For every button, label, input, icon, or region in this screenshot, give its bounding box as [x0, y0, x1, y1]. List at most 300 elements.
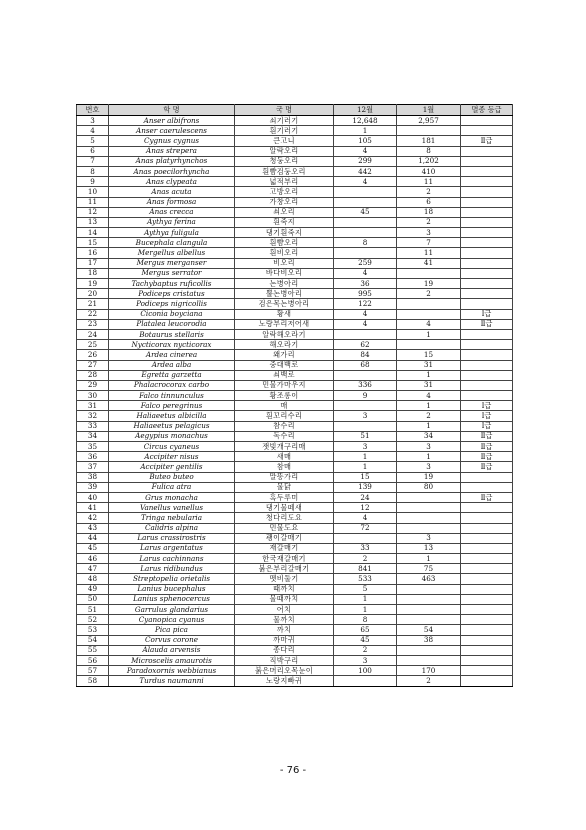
cell-december: 45	[334, 635, 397, 645]
cell-no: 47	[77, 564, 109, 574]
cell-december: 3	[334, 411, 397, 421]
cell-korean-name: 뿔논병아리	[235, 289, 334, 299]
cell-grade: Ⅱ급	[461, 431, 513, 441]
cell-korean-name: 청다리도요	[235, 513, 334, 523]
cell-january: 13	[397, 543, 461, 553]
table-row	[77, 329, 513, 339]
cell-no: 13	[77, 217, 109, 227]
cell-scientific-name: Circus cyaneus	[109, 442, 235, 452]
cell-january	[397, 645, 461, 655]
cell-korean-name: 붉은부리갈매기	[235, 564, 334, 574]
cell-grade	[461, 268, 513, 278]
cell-no: 37	[77, 462, 109, 472]
cell-scientific-name: Anas acuta	[109, 187, 235, 197]
page-number: - 76 -	[279, 765, 307, 776]
cell-scientific-name: Egretta garzetta	[109, 370, 235, 380]
cell-grade	[461, 615, 513, 625]
cell-scientific-name: Vanellus vanellus	[109, 503, 235, 513]
cell-scientific-name: Anas formosa	[109, 197, 235, 207]
cell-grade	[461, 503, 513, 513]
table-row	[77, 543, 513, 553]
cell-january	[397, 594, 461, 604]
cell-korean-name: 고방오리	[235, 187, 334, 197]
cell-grade	[461, 666, 513, 676]
cell-january: 1	[397, 329, 461, 339]
cell-scientific-name: Anser albifrons	[109, 116, 235, 126]
cell-january: 1	[397, 421, 461, 431]
cell-korean-name: 말똥가리	[235, 472, 334, 482]
table-row	[77, 207, 513, 217]
cell-january: 34	[397, 431, 461, 441]
cell-korean-name: 비오리	[235, 258, 334, 268]
cell-scientific-name: Alauda arvensis	[109, 645, 235, 655]
cell-no: 55	[77, 645, 109, 655]
cell-scientific-name: Aythya ferina	[109, 217, 235, 227]
cell-january: 1	[397, 401, 461, 411]
cell-january: 4	[397, 319, 461, 329]
cell-scientific-name: Mergus merganser	[109, 258, 235, 268]
cell-korean-name: 민물도요	[235, 523, 334, 533]
cell-january: 38	[397, 635, 461, 645]
cell-grade	[461, 156, 513, 166]
cell-no: 4	[77, 126, 109, 136]
cell-december: 122	[334, 299, 397, 309]
cell-korean-name: 넓적부리	[235, 177, 334, 187]
cell-december: 24	[334, 492, 397, 502]
table-row	[77, 319, 513, 329]
cell-grade	[461, 391, 513, 401]
cell-no: 23	[77, 319, 109, 329]
cell-scientific-name: Larus cachinnans	[109, 554, 235, 564]
cell-korean-name: 한국재갈매기	[235, 554, 334, 564]
cell-grade: Ⅰ급	[461, 401, 513, 411]
table-row	[77, 187, 513, 197]
cell-no: 41	[77, 503, 109, 513]
cell-december: 105	[334, 136, 397, 146]
cell-no: 6	[77, 146, 109, 156]
cell-december: 8	[334, 238, 397, 248]
cell-december: 33	[334, 543, 397, 553]
cell-december: 100	[334, 666, 397, 676]
cell-january: 19	[397, 279, 461, 289]
table-row	[77, 605, 513, 615]
cell-korean-name: 쇠백로	[235, 370, 334, 380]
table-row	[77, 391, 513, 401]
cell-grade	[461, 564, 513, 574]
cell-no: 58	[77, 676, 109, 686]
cell-scientific-name: Lanius sphenocercus	[109, 594, 235, 604]
table-body	[77, 116, 513, 687]
cell-no: 15	[77, 238, 109, 248]
cell-scientific-name: Larus ridibundus	[109, 564, 235, 574]
cell-january	[397, 268, 461, 278]
cell-no: 28	[77, 370, 109, 380]
cell-scientific-name: Haliaeetus pelagicus	[109, 421, 235, 431]
cell-grade	[461, 187, 513, 197]
cell-grade	[461, 594, 513, 604]
cell-january: 11	[397, 248, 461, 258]
cell-korean-name: 참수리	[235, 421, 334, 431]
table-row	[77, 564, 513, 574]
cell-grade: Ⅱ급	[461, 136, 513, 146]
table-row	[77, 309, 513, 319]
cell-korean-name: 때까치	[235, 584, 334, 594]
cell-december: 1	[334, 452, 397, 462]
cell-january	[397, 340, 461, 350]
table-row	[77, 615, 513, 625]
cell-no: 32	[77, 411, 109, 421]
cell-korean-name: 황조롱이	[235, 391, 334, 401]
cell-january: 3	[397, 462, 461, 472]
table-row	[77, 655, 513, 665]
cell-january	[397, 584, 461, 594]
cell-no: 56	[77, 655, 109, 665]
cell-grade	[461, 513, 513, 523]
cell-grade	[461, 574, 513, 584]
table-row	[77, 492, 513, 502]
cell-december: 8	[334, 615, 397, 625]
cell-january: 2,957	[397, 116, 461, 126]
cell-korean-name: 물까치	[235, 615, 334, 625]
cell-grade	[461, 207, 513, 217]
table-row	[77, 340, 513, 350]
table-row	[77, 299, 513, 309]
cell-scientific-name: Anser caerulescens	[109, 126, 235, 136]
table-row	[77, 350, 513, 360]
table-row	[77, 411, 513, 421]
cell-january	[397, 126, 461, 136]
table-row	[77, 279, 513, 289]
cell-no: 51	[77, 605, 109, 615]
cell-korean-name: 댕기흰죽지	[235, 228, 334, 238]
cell-december	[334, 217, 397, 227]
cell-december	[334, 370, 397, 380]
cell-no: 16	[77, 248, 109, 258]
cell-no: 49	[77, 584, 109, 594]
table-row	[77, 462, 513, 472]
cell-scientific-name: Cyanopica cyanus	[109, 615, 235, 625]
cell-no: 33	[77, 421, 109, 431]
table-row	[77, 482, 513, 492]
cell-no: 43	[77, 523, 109, 533]
table-row	[77, 442, 513, 452]
cell-no: 22	[77, 309, 109, 319]
cell-grade: Ⅱ급	[461, 452, 513, 462]
cell-december	[334, 329, 397, 339]
header-row	[77, 105, 513, 116]
cell-no: 44	[77, 533, 109, 543]
cell-korean-name: 독수리	[235, 431, 334, 441]
cell-no: 5	[77, 136, 109, 146]
cell-korean-name: 붉은머리오목눈이	[235, 666, 334, 676]
cell-scientific-name: Anas strepera	[109, 146, 235, 156]
cell-korean-name: 멧비둘기	[235, 574, 334, 584]
cell-korean-name: 중대백로	[235, 360, 334, 370]
cell-scientific-name: Ardea alba	[109, 360, 235, 370]
cell-january: 6	[397, 197, 461, 207]
cell-december: 995	[334, 289, 397, 299]
table-row	[77, 166, 513, 176]
cell-no: 45	[77, 543, 109, 553]
cell-no: 25	[77, 340, 109, 350]
cell-no: 27	[77, 360, 109, 370]
cell-january: 4	[397, 391, 461, 401]
cell-december: 84	[334, 350, 397, 360]
cell-no: 11	[77, 197, 109, 207]
cell-december: 9	[334, 391, 397, 401]
cell-grade	[461, 605, 513, 615]
cell-scientific-name: Streptopelia orietalis	[109, 574, 235, 584]
cell-december: 1	[334, 126, 397, 136]
cell-korean-name: 매	[235, 401, 334, 411]
cell-january	[397, 299, 461, 309]
cell-no: 29	[77, 380, 109, 390]
cell-january: 11	[397, 177, 461, 187]
cell-scientific-name: Fulica atra	[109, 482, 235, 492]
header-endangered-grade: 멸종 등급	[461, 105, 513, 116]
cell-grade	[461, 472, 513, 482]
cell-january: 19	[397, 472, 461, 482]
cell-grade	[461, 523, 513, 533]
table-row	[77, 676, 513, 686]
cell-scientific-name: Phalacrocorax carbo	[109, 380, 235, 390]
species-table	[76, 104, 513, 687]
cell-scientific-name: Grus monacha	[109, 492, 235, 502]
cell-january: 1,202	[397, 156, 461, 166]
cell-grade	[461, 299, 513, 309]
cell-december: 4	[334, 177, 397, 187]
cell-december: 12	[334, 503, 397, 513]
table-row	[77, 666, 513, 676]
cell-korean-name: 황새	[235, 309, 334, 319]
cell-grade	[461, 258, 513, 268]
cell-december: 1	[334, 605, 397, 615]
cell-korean-name: 참매	[235, 462, 334, 472]
table-row	[77, 289, 513, 299]
cell-december: 299	[334, 156, 397, 166]
table-row	[77, 431, 513, 441]
table-row	[77, 554, 513, 564]
cell-scientific-name: Mergellus albellus	[109, 248, 235, 258]
cell-no: 52	[77, 615, 109, 625]
cell-scientific-name: Platalea leucorodia	[109, 319, 235, 329]
cell-no: 35	[77, 442, 109, 452]
cell-grade	[461, 625, 513, 635]
cell-no: 21	[77, 299, 109, 309]
cell-grade	[461, 543, 513, 553]
cell-no: 20	[77, 289, 109, 299]
cell-korean-name: 재갈매기	[235, 543, 334, 553]
cell-korean-name: 흰비오리	[235, 248, 334, 258]
cell-scientific-name: Podiceps nigricollis	[109, 299, 235, 309]
header-january: 1월	[397, 105, 461, 116]
cell-january: 8	[397, 146, 461, 156]
cell-december	[334, 401, 397, 411]
table-row	[77, 136, 513, 146]
cell-january	[397, 523, 461, 533]
cell-scientific-name: Anas crecca	[109, 207, 235, 217]
cell-scientific-name: Calidris alpina	[109, 523, 235, 533]
cell-korean-name: 가창오리	[235, 197, 334, 207]
cell-no: 39	[77, 482, 109, 492]
cell-scientific-name: Corvus corone	[109, 635, 235, 645]
table-row	[77, 360, 513, 370]
cell-no: 8	[77, 166, 109, 176]
cell-grade	[461, 289, 513, 299]
cell-korean-name: 민물가마우지	[235, 380, 334, 390]
cell-scientific-name: Botaurus stellaris	[109, 329, 235, 339]
cell-scientific-name: Tringa nebularia	[109, 513, 235, 523]
cell-grade	[461, 584, 513, 594]
header-korean-name: 국 명	[235, 105, 334, 116]
cell-december: 12,648	[334, 116, 397, 126]
cell-january: 31	[397, 380, 461, 390]
cell-scientific-name: Accipiter gentilis	[109, 462, 235, 472]
cell-january	[397, 492, 461, 502]
table-row	[77, 258, 513, 268]
cell-grade	[461, 370, 513, 380]
cell-january: 181	[397, 136, 461, 146]
cell-december: 3	[334, 442, 397, 452]
cell-january: 1	[397, 370, 461, 380]
cell-grade	[461, 146, 513, 156]
cell-december: 4	[334, 268, 397, 278]
table-row	[77, 197, 513, 207]
table-row	[77, 645, 513, 655]
cell-korean-name: 잿빛개구리매	[235, 442, 334, 452]
cell-grade	[461, 177, 513, 187]
cell-no: 19	[77, 279, 109, 289]
cell-grade	[461, 676, 513, 686]
cell-december: 15	[334, 472, 397, 482]
cell-grade: Ⅰ급	[461, 411, 513, 421]
cell-grade: Ⅱ급	[461, 492, 513, 502]
cell-grade	[461, 340, 513, 350]
table-row	[77, 268, 513, 278]
cell-grade	[461, 217, 513, 227]
cell-korean-name: 직박구리	[235, 655, 334, 665]
cell-december: 72	[334, 523, 397, 533]
cell-korean-name: 청둥오리	[235, 156, 334, 166]
cell-scientific-name: Aegypius monachus	[109, 431, 235, 441]
cell-january	[397, 309, 461, 319]
cell-korean-name: 종다리	[235, 645, 334, 655]
cell-korean-name: 흰죽지	[235, 217, 334, 227]
cell-january: 41	[397, 258, 461, 268]
cell-korean-name: 쇠기러기	[235, 116, 334, 126]
cell-korean-name: 까치	[235, 625, 334, 635]
cell-december	[334, 248, 397, 258]
cell-december	[334, 533, 397, 543]
cell-no: 54	[77, 635, 109, 645]
cell-korean-name: 왜가리	[235, 350, 334, 360]
cell-korean-name: 검은목논병아리	[235, 299, 334, 309]
cell-korean-name: 흑두루미	[235, 492, 334, 502]
cell-no: 24	[77, 329, 109, 339]
cell-no: 7	[77, 156, 109, 166]
cell-january	[397, 615, 461, 625]
table-row	[77, 452, 513, 462]
cell-grade	[461, 360, 513, 370]
cell-scientific-name: Pica pica	[109, 625, 235, 635]
table-row	[77, 401, 513, 411]
cell-scientific-name: Larus argentatus	[109, 543, 235, 553]
cell-no: 30	[77, 391, 109, 401]
table-row	[77, 584, 513, 594]
cell-grade: Ⅰ급	[461, 309, 513, 319]
cell-grade	[461, 482, 513, 492]
cell-january: 463	[397, 574, 461, 584]
cell-grade	[461, 197, 513, 207]
cell-january	[397, 655, 461, 665]
table-row	[77, 177, 513, 187]
cell-january: 18	[397, 207, 461, 217]
cell-korean-name: 알락해오라기	[235, 329, 334, 339]
cell-january: 54	[397, 625, 461, 635]
cell-grade	[461, 238, 513, 248]
cell-scientific-name: Bucephala clangula	[109, 238, 235, 248]
cell-grade	[461, 116, 513, 126]
cell-korean-name: 흰뺨오리	[235, 238, 334, 248]
cell-no: 17	[77, 258, 109, 268]
cell-december: 45	[334, 207, 397, 217]
cell-korean-name: 알락오리	[235, 146, 334, 156]
cell-december: 5	[334, 584, 397, 594]
cell-january: 7	[397, 238, 461, 248]
cell-no: 38	[77, 472, 109, 482]
cell-january: 2	[397, 411, 461, 421]
cell-grade	[461, 166, 513, 176]
table-row	[77, 533, 513, 543]
cell-scientific-name: Anas platyrhynchos	[109, 156, 235, 166]
cell-no: 12	[77, 207, 109, 217]
cell-january: 410	[397, 166, 461, 176]
cell-korean-name: 노랑지빠귀	[235, 676, 334, 686]
cell-grade	[461, 645, 513, 655]
cell-korean-name: 흰기러기	[235, 126, 334, 136]
cell-grade	[461, 279, 513, 289]
cell-scientific-name: Anas clypeata	[109, 177, 235, 187]
table-row	[77, 238, 513, 248]
table-row	[77, 523, 513, 533]
table-row	[77, 380, 513, 390]
cell-korean-name: 괭이갈매기	[235, 533, 334, 543]
table-row	[77, 248, 513, 258]
cell-grade: Ⅱ급	[461, 462, 513, 472]
cell-january: 75	[397, 564, 461, 574]
cell-korean-name: 어치	[235, 605, 334, 615]
cell-scientific-name: Tachybaptus ruficollis	[109, 279, 235, 289]
cell-december: 4	[334, 309, 397, 319]
cell-january	[397, 503, 461, 513]
table-row	[77, 228, 513, 238]
table-row	[77, 146, 513, 156]
cell-scientific-name: Podiceps cristatus	[109, 289, 235, 299]
cell-no: 42	[77, 513, 109, 523]
cell-december: 51	[334, 431, 397, 441]
cell-december: 65	[334, 625, 397, 635]
cell-january: 3	[397, 442, 461, 452]
cell-scientific-name: Garrulus glandarius	[109, 605, 235, 615]
cell-january	[397, 513, 461, 523]
cell-december: 2	[334, 645, 397, 655]
cell-january: 2	[397, 676, 461, 686]
cell-no: 57	[77, 666, 109, 676]
cell-no: 26	[77, 350, 109, 360]
cell-korean-name: 바다비오리	[235, 268, 334, 278]
cell-grade	[461, 228, 513, 238]
table-row	[77, 635, 513, 645]
